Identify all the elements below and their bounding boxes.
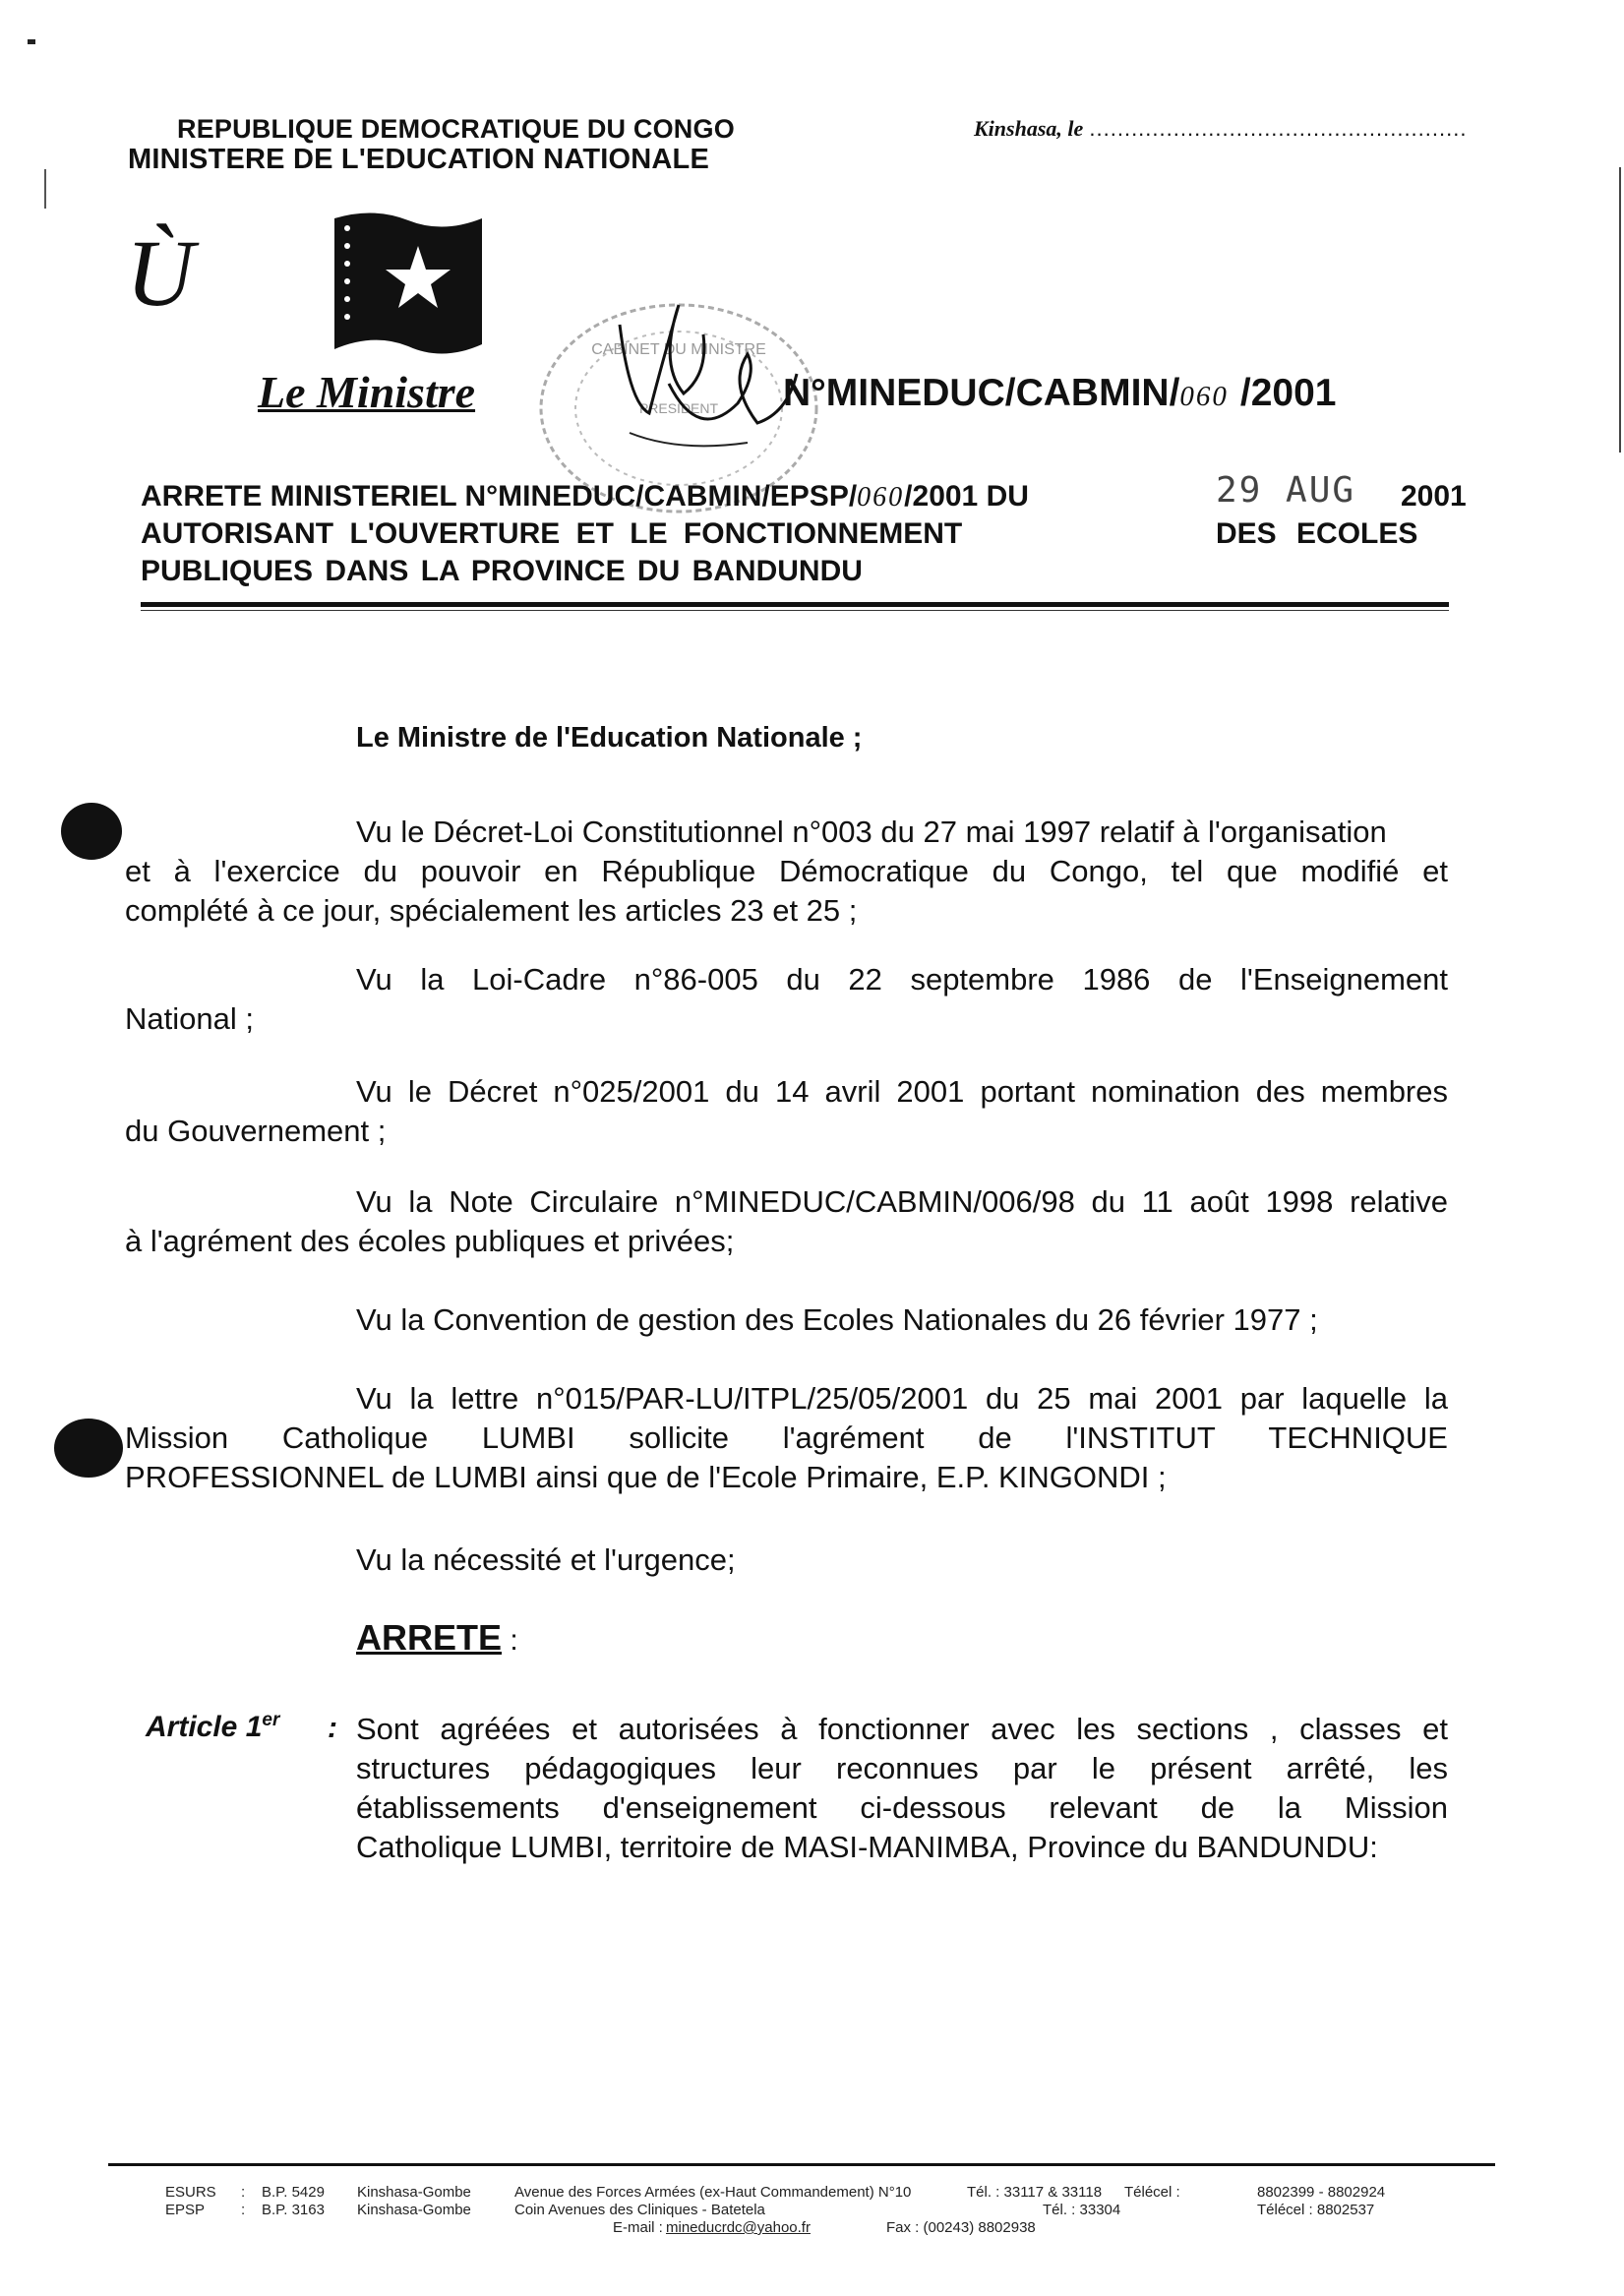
title-number: 060 [857, 482, 905, 513]
decree-title-line-2-right: DES ECOLES [1216, 517, 1418, 550]
title-rule-thin [141, 610, 1449, 611]
footer-bp: B.P. 3163 [262, 2202, 325, 2218]
vu-1-line-3: complété à ce jour, spécialement les articles 23 et 25 ; [125, 893, 858, 928]
article-label [146, 1710, 279, 1744]
vu-6-line-3: PROFESSIONNEL de LUMBI ainsi que de l'Ecole Primaire, E.P. KINGONDI ; [125, 1460, 1167, 1494]
decree-title-line-2: AUTORISANT L'OUVERTURE ET LE FONCTIONNEMENT [141, 517, 963, 550]
flag-star-icon [330, 207, 487, 369]
minister-heading: Le Ministre de l'Education Nationale ; [356, 722, 863, 754]
vu-2-line-1: Vu la Loi-Cadre n°86-005 du 22 septembre 1986 de l'Enseignement [356, 962, 1448, 997]
footer-org: EPSP [165, 2202, 206, 2218]
place-date-label: Kinshasa, le [974, 116, 1084, 141]
article-1-line-1: Sont agréées et autorisées à fonctionner avec les sections , classes et [356, 1712, 1448, 1746]
place-date [974, 116, 1467, 142]
footer-org: ESURS [165, 2184, 216, 2201]
minister-signature-label: Le Ministre [258, 367, 476, 417]
vu-6-line-2: Mission Catholique LUMBI sollicite l'agrément de l'INSTITUT TECHNIQUE [125, 1420, 1448, 1455]
article-1-line-4: Catholique LUMBI, territoire de MASI-MANIMBA, Province du BANDUNDU: [356, 1830, 1378, 1864]
arrete-label: ARRETE [356, 1617, 503, 1658]
title-prefix: ARRETE MINISTERIEL N°MINEDUC/CABMIN/EPSP/ [141, 480, 858, 513]
vu-4-line-2: à l'agrément des écoles publiques et privées; [125, 1224, 735, 1258]
decree-title-line-1 [141, 480, 1029, 514]
article-label-sup: er [262, 1710, 280, 1730]
vu-3-line-2: du Gouvernement ; [125, 1114, 387, 1148]
ref-suffix: /2001 [1239, 372, 1337, 414]
vu-5: Vu la Convention de gestion des Ecoles Nationales du 26 février 1977 ; [356, 1302, 1318, 1337]
footer-row-esurs [165, 2184, 1444, 2201]
article-colon: : [328, 1712, 337, 1744]
vu-1-line-1: Vu le Décret-Loi Constitutionnel n°003 du 27 mai 1997 relatif à l'organisation [356, 815, 1387, 849]
vu-2-line-2: National ; [125, 1001, 254, 1036]
punch-hole-mark [61, 803, 122, 860]
scan-speck [28, 39, 35, 44]
footer-address: Avenue des Forces Armées (ex-Haut Commandement) N°10 [514, 2184, 912, 2201]
title-mid: /2001 DU [904, 480, 1029, 513]
stamp-ring-text: CABINET DU MINISTRE [591, 341, 766, 358]
vu-4-line-1: Vu la Note Circulaire n°MINEDUC/CABMIN/006/98 du 11 août 1998 relative [356, 1184, 1448, 1219]
arrete-heading [356, 1617, 518, 1659]
scan-edge [1619, 167, 1621, 453]
article-1-line-2: structures pédagogiques leur reconnues par le présent arrêté, les [356, 1751, 1448, 1785]
vu-6-line-1: Vu la lettre n°015/PAR-LU/ITPL/25/05/2001 du 25 mai 2001 par laquelle la [356, 1381, 1448, 1416]
place-date-dots: ...................................................... [1089, 116, 1468, 141]
footer-bp: B.P. 5429 [262, 2184, 325, 2201]
vu-3-line-1: Vu le Décret n°025/2001 du 14 avril 2001 portant nomination des membres [356, 1074, 1448, 1109]
stamp-inner-text: PRESIDENT [638, 400, 719, 416]
footer-tel: Tél. : 33117 & 33118 [967, 2184, 1103, 2201]
footer-email-link[interactable]: mineducrdc@yahoo.fr [666, 2219, 811, 2236]
reference-number [783, 372, 1337, 415]
footer-numbers: Télécel : 8802537 [1257, 2202, 1375, 2218]
scan-speck [44, 169, 46, 209]
article-1-line-3: établissements d'enseignement ci-dessous relevant de la Mission [356, 1790, 1448, 1825]
decree-title-line-3: PUBLIQUES DANS LA PROVINCE DU BANDUNDU [141, 555, 863, 587]
vu-7: Vu la nécessité et l'urgence; [356, 1542, 736, 1577]
footer-fax: Fax : (00243) 8802938 [886, 2219, 1036, 2236]
footer-sep: : [241, 2202, 246, 2218]
date-stamp: 29 AUG [1216, 470, 1356, 511]
title-year: 2001 [1401, 480, 1467, 513]
footer-address: Coin Avenues des Cliniques - Batetela [514, 2202, 765, 2218]
country-name: REPUBLIQUE DEMOCRATIQUE DU CONGO [177, 114, 735, 144]
footer-tel: Tél. : 33304 [1043, 2202, 1121, 2218]
ref-prefix: N°MINEDUC/CABMIN/ [783, 372, 1180, 414]
footer-row-contact [165, 2219, 1444, 2236]
handwritten-mark: Ù [126, 220, 195, 326]
arrete-colon: : [502, 1624, 518, 1657]
article-label-text: Article 1 [146, 1711, 263, 1743]
vu-1-line-2: et à l'exercice du pouvoir en République Démocratique du Congo, tel que modifié et [125, 854, 1448, 888]
ref-number: 060 [1179, 381, 1229, 412]
title-rule [141, 602, 1449, 607]
footer-email-label: E-mail : [613, 2219, 663, 2236]
footer-row-epsp [165, 2202, 1444, 2218]
footer-sep: : [241, 2184, 246, 2201]
footer-numbers: 8802399 - 8802924 [1257, 2184, 1386, 2201]
punch-hole-mark [54, 1419, 123, 1478]
footer-telecel-label: Télécel : [1124, 2184, 1180, 2201]
footer-city: Kinshasa-Gombe [357, 2202, 471, 2218]
ministry-name: MINISTERE DE L'EDUCATION NATIONALE [128, 144, 710, 175]
footer-city: Kinshasa-Gombe [357, 2184, 471, 2201]
footer-rule [108, 2163, 1495, 2166]
